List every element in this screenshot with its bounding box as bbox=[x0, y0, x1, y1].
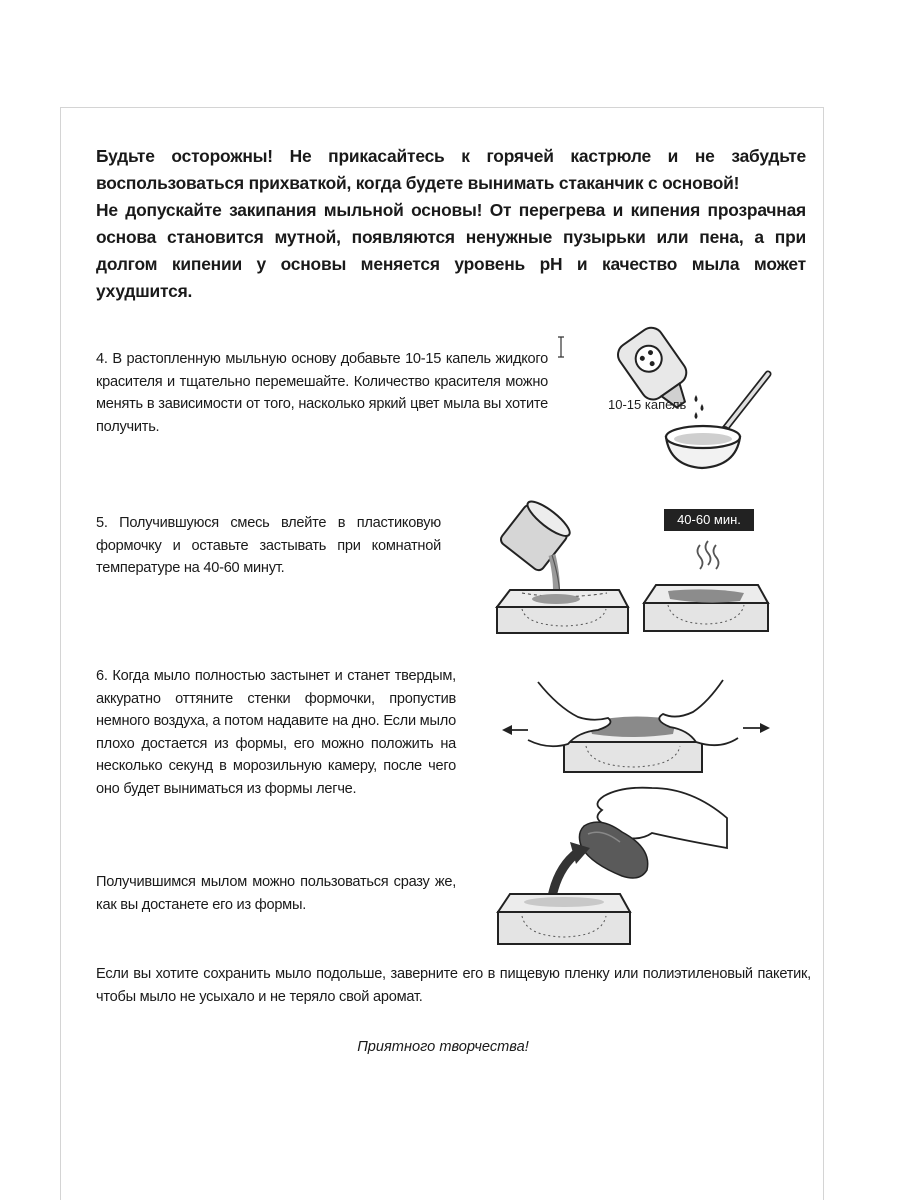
step-5-text: 5. Получившуюся смесь влейте в пластиковую формочку и оставьте застывать при комнатной температуре на 40-60 минут. bbox=[96, 515, 441, 576]
drops-label: 10-15 капель bbox=[608, 397, 687, 412]
mold-icon bbox=[498, 894, 630, 944]
mold-icon bbox=[497, 590, 628, 633]
left-arrow-icon bbox=[502, 725, 528, 735]
soap-release-illustration bbox=[492, 778, 732, 948]
text-cursor-icon bbox=[558, 337, 564, 357]
mold-icon bbox=[644, 585, 768, 631]
warning-paragraph-boiling: Не допускайте закипания мыльной основы! От перегрева и кипения прозрачная основа становится мутной, появляются ненужные пузырьки или пена, а при долгом кипении у основы меняется уровень pH и качество мыла может ухудшится. bbox=[96, 200, 806, 301]
setting-mold-illustration bbox=[640, 505, 780, 635]
dye-bowl-illustration bbox=[596, 322, 786, 472]
storage-text: Если вы хотите сохранить мыло подольше, заверните его в пищевую пленку или полиэтиленовый пакетик, чтобы мыло не усыхало и не теряло свой аромат. bbox=[96, 966, 811, 1005]
step-6-text: 6. Когда мыло полностью застынет и станет твердым, аккуратно оттяните стенки формочки, пропустив немного воздуха, а потом надавите на дно. Если мыло плохо достается из формы, его можно положить на несколько секунд в морозильную камеру, после чего оно будет выниматься из формы легче. bbox=[96, 668, 456, 797]
drops-icon bbox=[695, 395, 704, 419]
timer-label: 40-60 мин. bbox=[677, 512, 741, 527]
bowl-icon bbox=[666, 426, 740, 468]
pouring-cup-icon bbox=[499, 496, 574, 572]
farewell-text: Приятного творчества! bbox=[357, 1039, 529, 1055]
result-text: Получившимся мылом можно пользоваться сразу же, как вы достанете его из формы. bbox=[96, 874, 456, 913]
warning-block bbox=[96, 143, 806, 305]
steam-icon bbox=[698, 541, 719, 569]
pour-mold-illustration bbox=[492, 505, 637, 635]
demold-hands-illustration bbox=[498, 672, 778, 782]
warning-paragraph-hot-pot: Будьте осторожны! Не прикасайтесь к горячей кастрюле и не забудьте воспользоваться прихваткой, когда будете вынимать стаканчик с основой! bbox=[96, 146, 806, 193]
right-arrow-icon bbox=[743, 723, 770, 733]
step-4-text: 4. В растопленную мыльную основу добавьте 10-15 капель жидкого красителя и тщательно перемешайте. Количество красителя можно менять в зависимости от того, насколько яркий цвет мыла вы хотите получить. bbox=[96, 351, 548, 435]
